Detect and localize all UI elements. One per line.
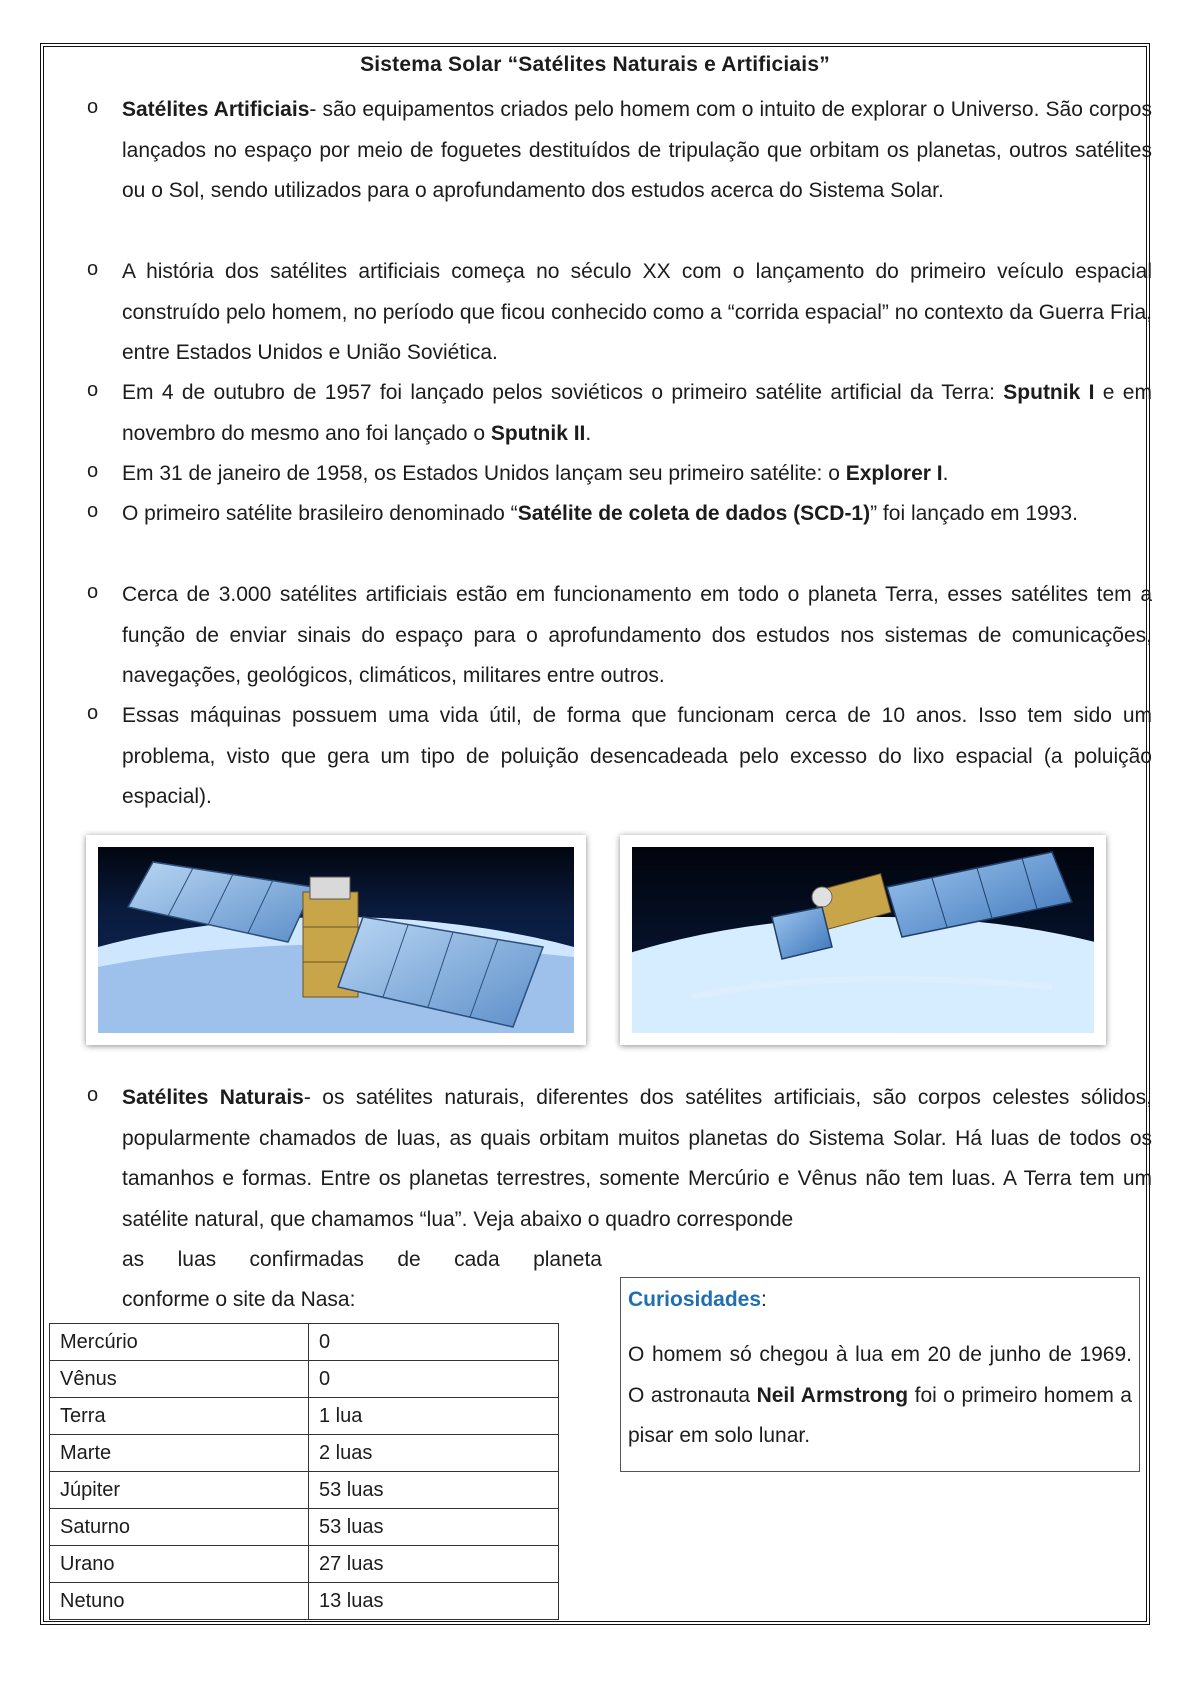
page-title: Sistema Solar “Satélites Naturais e Artificiais” (360, 53, 830, 76)
bullet-marker: o (87, 96, 99, 118)
artificial-text: - são equipamentos criados pelo homem com o intuito de explorar o Universo. São corpos lançados no espaço por meio de foguetes destituídos de tripulação que orbitam os planetas, outros satélites ou o Sol, sendo utilizados para o aprofundamento dos estudos acerca do Sistema Solar. (122, 98, 1152, 202)
sputnik-text-1: Em 4 de outubro de 1957 foi lançado pelos soviéticos o primeiro satélite artificial da Terra: (122, 381, 1004, 404)
natural-line-b: conforme o site da Nasa: (122, 1288, 356, 1311)
curiosity-text (628, 1335, 1132, 1457)
natural-label: Satélites Naturais (122, 1086, 304, 1109)
curiosity-colon: : (761, 1288, 767, 1311)
curiosity-text-1: O homem só chegou à lua em 20 de junho de 1969. O astronauta (628, 1343, 1132, 1407)
moons-table (49, 1323, 559, 1620)
explorer-text-1: Em 31 de janeiro de 1958, os Estados Unidos lançam seu primeiro satélite: o (122, 462, 846, 485)
natural-text: - os satélites naturais, diferentes dos satélites artificiais, são corpos celestes sólidos, popularmente chamados de luas, as quais orbitam muitos planetas do Sistema Solar. Há luas de todos os tamanhos e formas. Entre os planetas terrestres, somente Mercúrio e Vênus não tem luas. A Terra tem um satélite natural, que chamamos “lua”. Veja abaixo o quadro corresponde (122, 1086, 1153, 1231)
moon-count: 0 (309, 1324, 559, 1361)
moon-count: 13 luas (309, 1583, 559, 1620)
moon-count: 0 (309, 1361, 559, 1398)
sputnik-2-name: Sputnik II (490, 421, 586, 445)
explorer-name: Explorer I (845, 462, 943, 485)
table-row (50, 1435, 559, 1472)
moon-count: 53 luas (309, 1509, 559, 1546)
table-row (50, 1472, 559, 1509)
satellite-photo-2 (620, 835, 1106, 1045)
bullet-marker: o (87, 258, 99, 280)
sputnik-1-name: Sputnik I (1003, 381, 1095, 404)
paragraph-lifespan: Essas máquinas possuem uma vida útil, de forma que funcionam cerca de 10 anos. Isso tem sido um problema, visto que gera um tipo de poluição desencadeada pelo excesso do lixo espacial (a poluição espacial). (122, 704, 1152, 808)
paragraph-natural (122, 1078, 1152, 1240)
satellite-illustration-1 (98, 847, 574, 1033)
satellite-photo-1 (86, 835, 586, 1045)
curiosity-title: Curiosidades (628, 1288, 762, 1311)
brazil-text-1: O primeiro satélite brasileiro denominado “ (122, 502, 518, 525)
paragraph-artificial (122, 90, 1152, 212)
table-row (50, 1509, 559, 1546)
planet-name: Netuno (50, 1583, 309, 1620)
table-row (50, 1324, 559, 1361)
planet-name: Júpiter (50, 1472, 309, 1509)
moon-count: 27 luas (309, 1546, 559, 1583)
table-row (50, 1361, 559, 1398)
moon-count: 1 lua (309, 1398, 559, 1435)
paragraph-count: Cerca de 3.000 satélites artificiais estão em funcionamento em todo o planeta Terra, esses satélites tem a função de enviar sinais do espaço para o aprofundamento dos estudos nos sistemas de comunicações, navegações, geológicos, climáticos, militares entre outros. (122, 583, 1152, 687)
bullet-marker: o (87, 460, 99, 482)
paragraph-explorer (122, 454, 1152, 495)
planet-name: Urano (50, 1546, 309, 1583)
brazil-text-2: ” foi lançado em 1993. (870, 502, 1078, 525)
bullet-marker: o (87, 1084, 99, 1106)
bullet-marker: o (87, 702, 99, 724)
planet-name: Mercúrio (50, 1324, 309, 1361)
paragraph-brazil (122, 494, 1152, 535)
paragraph-history: A história dos satélites artificiais começa no século XX com o lançamento do primeiro veículo espacial construído pelo homem, no período que ficou conhecido como a “corrida espacial” no contexto da Guerra Fria, entre Estados Unidos e União Soviética. (122, 260, 1152, 364)
curiosity-box (620, 1277, 1140, 1472)
explorer-text-2: . (942, 462, 949, 485)
curiosity-header (628, 1281, 1132, 1319)
satellite-illustration-2 (632, 847, 1094, 1033)
bullet-marker: o (87, 379, 99, 401)
sputnik-text-2: e em novembro do mesmo ano foi lançado o (122, 381, 1152, 445)
planet-name: Vênus (50, 1361, 309, 1398)
artificial-label: Satélites Artificiais (122, 98, 310, 121)
bullet-marker: o (87, 581, 99, 603)
natural-line-a: as luas confirmadas de cada planeta (122, 1248, 602, 1271)
curiosity-text-2: foi o primeiro homem a pisar em solo lunar. (628, 1383, 1132, 1447)
bullet-marker: o (87, 500, 99, 522)
planet-name: Terra (50, 1398, 309, 1435)
planet-name: Saturno (50, 1509, 309, 1546)
sputnik-text-3: . (585, 421, 592, 445)
table-row (50, 1583, 559, 1620)
moon-count: 53 luas (309, 1472, 559, 1509)
table-row (50, 1546, 559, 1583)
brazil-satellite-name: Satélite de coleta de dados (SCD-1) (517, 502, 871, 525)
paragraph-sputnik (122, 373, 1152, 454)
moon-count: 2 luas (309, 1435, 559, 1472)
astronaut-name: Neil Armstrong (756, 1383, 909, 1407)
table-row (50, 1398, 559, 1435)
planet-name: Marte (50, 1435, 309, 1472)
